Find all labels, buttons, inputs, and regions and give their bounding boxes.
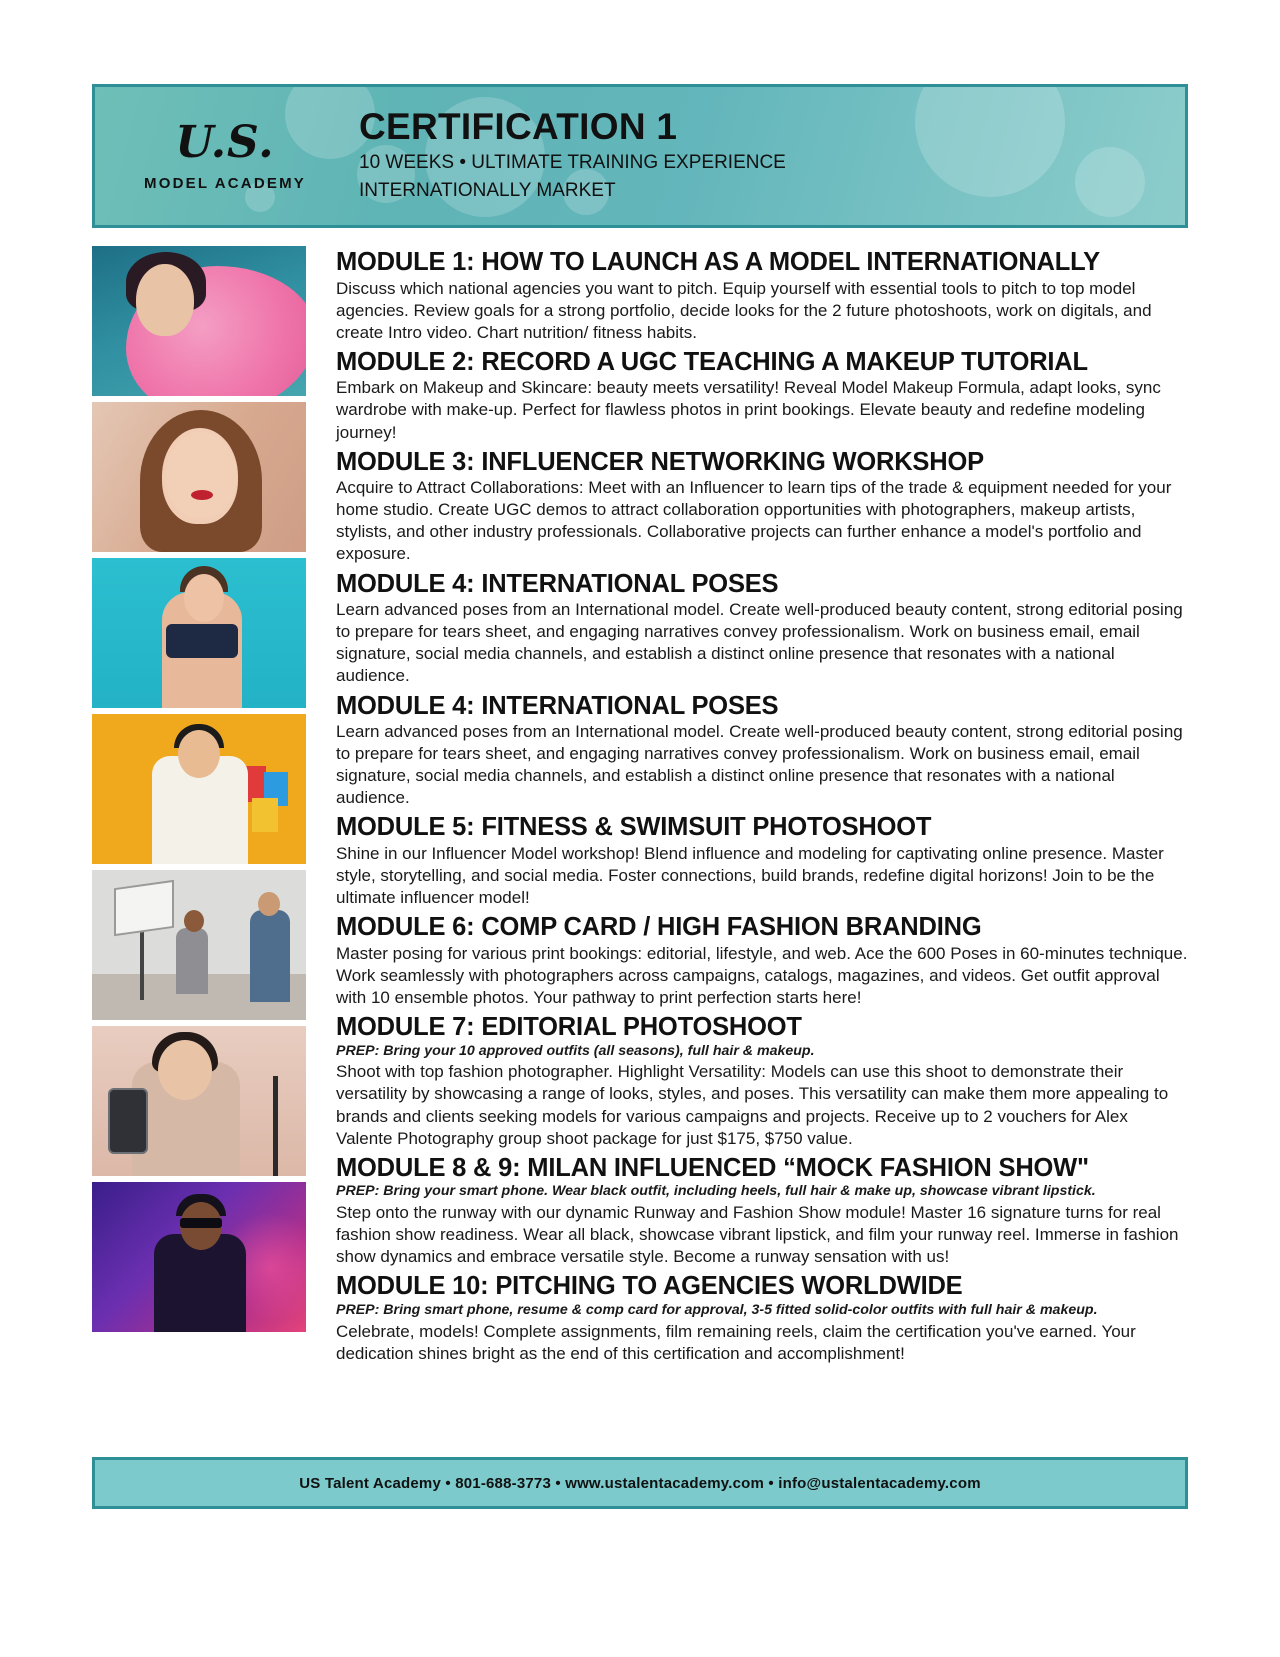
photo-studio-shoot <box>92 870 306 1020</box>
module-body: Celebrate, models! Complete assignments, film remaining reels, claim the certification you've earned. Your dedication shines bright as the end of this certification and accomplishment! <box>336 1321 1136 1363</box>
photo-shopping-bags <box>92 714 306 864</box>
module-item <box>336 1272 1188 1364</box>
module-body: Shoot with top fashion photographer. Highlight Versatility: Models can use this shoot to demonstrate their versatility by showcasing a range of looks, styles, and poses. This versatility can make them more appealing to brands and clients seeking models for various campaigns and projects. Receive up to 2 vouchers for Alex Valente Photography group shoot package for just $175, $750 value. <box>336 1062 1169 1148</box>
module-prep-note: PREP: Bring your smart phone. Wear black outfit, including heels, full hair & make up, showcase vibrant lipstick. <box>336 1183 1096 1200</box>
module-title: MODULE 5: FITNESS & SWIMSUIT PHOTOSHOOT <box>336 813 932 842</box>
module-body: Discuss which national agencies you want to pitch. Equip yourself with essential tools to pitch to top model agencies. Review goals for a strong portfolio, decide looks for the 2 future photoshoots, work on digitals, and create Intro video. Chart nutrition/ fitness habits. <box>336 278 1152 342</box>
module-item <box>336 348 1188 444</box>
module-body: Learn advanced poses from an International model. Create well-produced beauty content, strong editorial posing to prepare for tears sheet, and engaging narratives convey professionalism. Work on business email, email signature, social media channels, and establish a distinct online presence that resonates with a national audience. <box>336 722 1183 808</box>
module-title: MODULE 8 & 9: MILAN INFLUENCED “MOCK FASHION SHOW" <box>336 1153 1089 1182</box>
page-title: CERTIFICATION 1 <box>359 105 678 147</box>
module-item <box>336 448 1188 566</box>
module-title: MODULE 10: PITCHING TO AGENCIES WORLDWIDE <box>336 1272 963 1301</box>
photo-fitness-model <box>92 558 306 708</box>
module-item <box>336 1013 1188 1150</box>
module-body: Master posing for various print bookings: editorial, lifestyle, and web. Ace the 600 Poses in 60-minutes technique. Work seamlessly with photographers across campaigns, catalogs, magazines, and videos. Get outfit approval with 10 ensemble photos. Your pathway to print perfection starts here! <box>336 943 1188 1007</box>
module-title: MODULE 1: HOW TO LAUNCH AS A MODEL INTERNATIONALLY <box>336 248 1100 276</box>
page-header <box>92 84 1188 228</box>
photo-column <box>92 246 306 1369</box>
module-prep-note: PREP: Bring your 10 approved outfits (all seasons), full hair & makeup. <box>336 1042 815 1059</box>
module-title: MODULE 2: RECORD A UGC TEACHING A MAKEUP TUTORIAL <box>336 347 1088 376</box>
module-body: Embark on Makeup and Skincare: beauty meets versatility! Reveal Model Makeup Formula, adapt looks, sync wardrobe with make-up. Perfect for flawless photos in print bookings. Elevate beauty and redefine modeling journey! <box>336 378 1161 442</box>
logo-subtitle: MODEL ACADEMY <box>144 174 306 192</box>
header-text-block <box>335 105 786 204</box>
module-body: Learn advanced poses from an International model. Create well-produced beauty content, strong editorial posing to prepare for tears sheet, and engaging narratives convey professionalism. Work on business email, email signature, social media channels, and establish a distinct online presence that resonates with a national audience. <box>336 600 1183 686</box>
logo-monogram: U.S. <box>175 116 275 168</box>
page-footer <box>92 1457 1188 1509</box>
module-title: MODULE 4: INTERNATIONAL POSES <box>336 691 779 720</box>
module-item <box>336 570 1188 688</box>
module-list <box>306 246 1188 1369</box>
photo-model-pink-tulle <box>92 246 306 396</box>
photo-neon-male-model <box>92 1182 306 1332</box>
photo-smartphone-filming <box>92 1026 306 1176</box>
module-body: Shine in our Influencer Model workshop! Blend influence and modeling for captivating online presence. Master style, storytelling, and social media. Foster connections, build brands, redefine digital horizons! Join to be the ultimate influencer model! <box>336 843 1164 908</box>
header-subtitle-line-2: INTERNATIONALLY MARKET <box>359 180 616 202</box>
bokeh-circle-icon <box>915 84 1065 197</box>
module-item <box>336 248 1188 344</box>
header-subtitle-line-1: 10 WEEKS • ULTIMATE TRAINING EXPERIENCE <box>359 151 786 173</box>
module-body: Step onto the runway with our dynamic Runway and Fashion Show module! Master 16 signature turns for real fashion show readiness. Wear all black, showcase vibrant lipstick, and film your runway reel. Immerse in fashion show dynamics and embrace versatile style. Become a runway sensation with us! <box>336 1203 1179 1267</box>
module-title: MODULE 4: INTERNATIONAL POSES <box>336 569 779 598</box>
module-prep-note: PREP: Bring smart phone, resume & comp card for approval, 3-5 fitted solid-color outfits with full hair & makeup. <box>336 1301 1098 1318</box>
photo-beauty-red-lips <box>92 402 306 552</box>
module-title: MODULE 6: COMP CARD / HIGH FASHION BRANDING <box>336 913 982 942</box>
module-item <box>336 813 1188 909</box>
module-item <box>336 1154 1188 1269</box>
brand-logo <box>95 116 335 192</box>
footer-contact-text: US Talent Academy • 801-688-3773 • www.ustalentacademy.com • info@ustalentacademy.com <box>299 1474 981 1492</box>
content-area <box>92 246 1188 1369</box>
module-item <box>336 692 1188 810</box>
module-title: MODULE 3: INFLUENCER NETWORKING WORKSHOP <box>336 447 984 476</box>
module-item <box>336 913 1188 1009</box>
bokeh-circle-icon <box>1075 147 1145 217</box>
module-title: MODULE 7: EDITORIAL PHOTOSHOOT <box>336 1013 802 1042</box>
module-body: Acquire to Attract Collaborations: Meet with an Influencer to learn tips of the trade & equipment needed for your home studio. Create UGC demos to attract collaboration opportunities with photographers, makeup artists, stylists, and other industry professionals. Collaborative projects can further enhance a model's portfolio and exposure. <box>336 478 1172 564</box>
